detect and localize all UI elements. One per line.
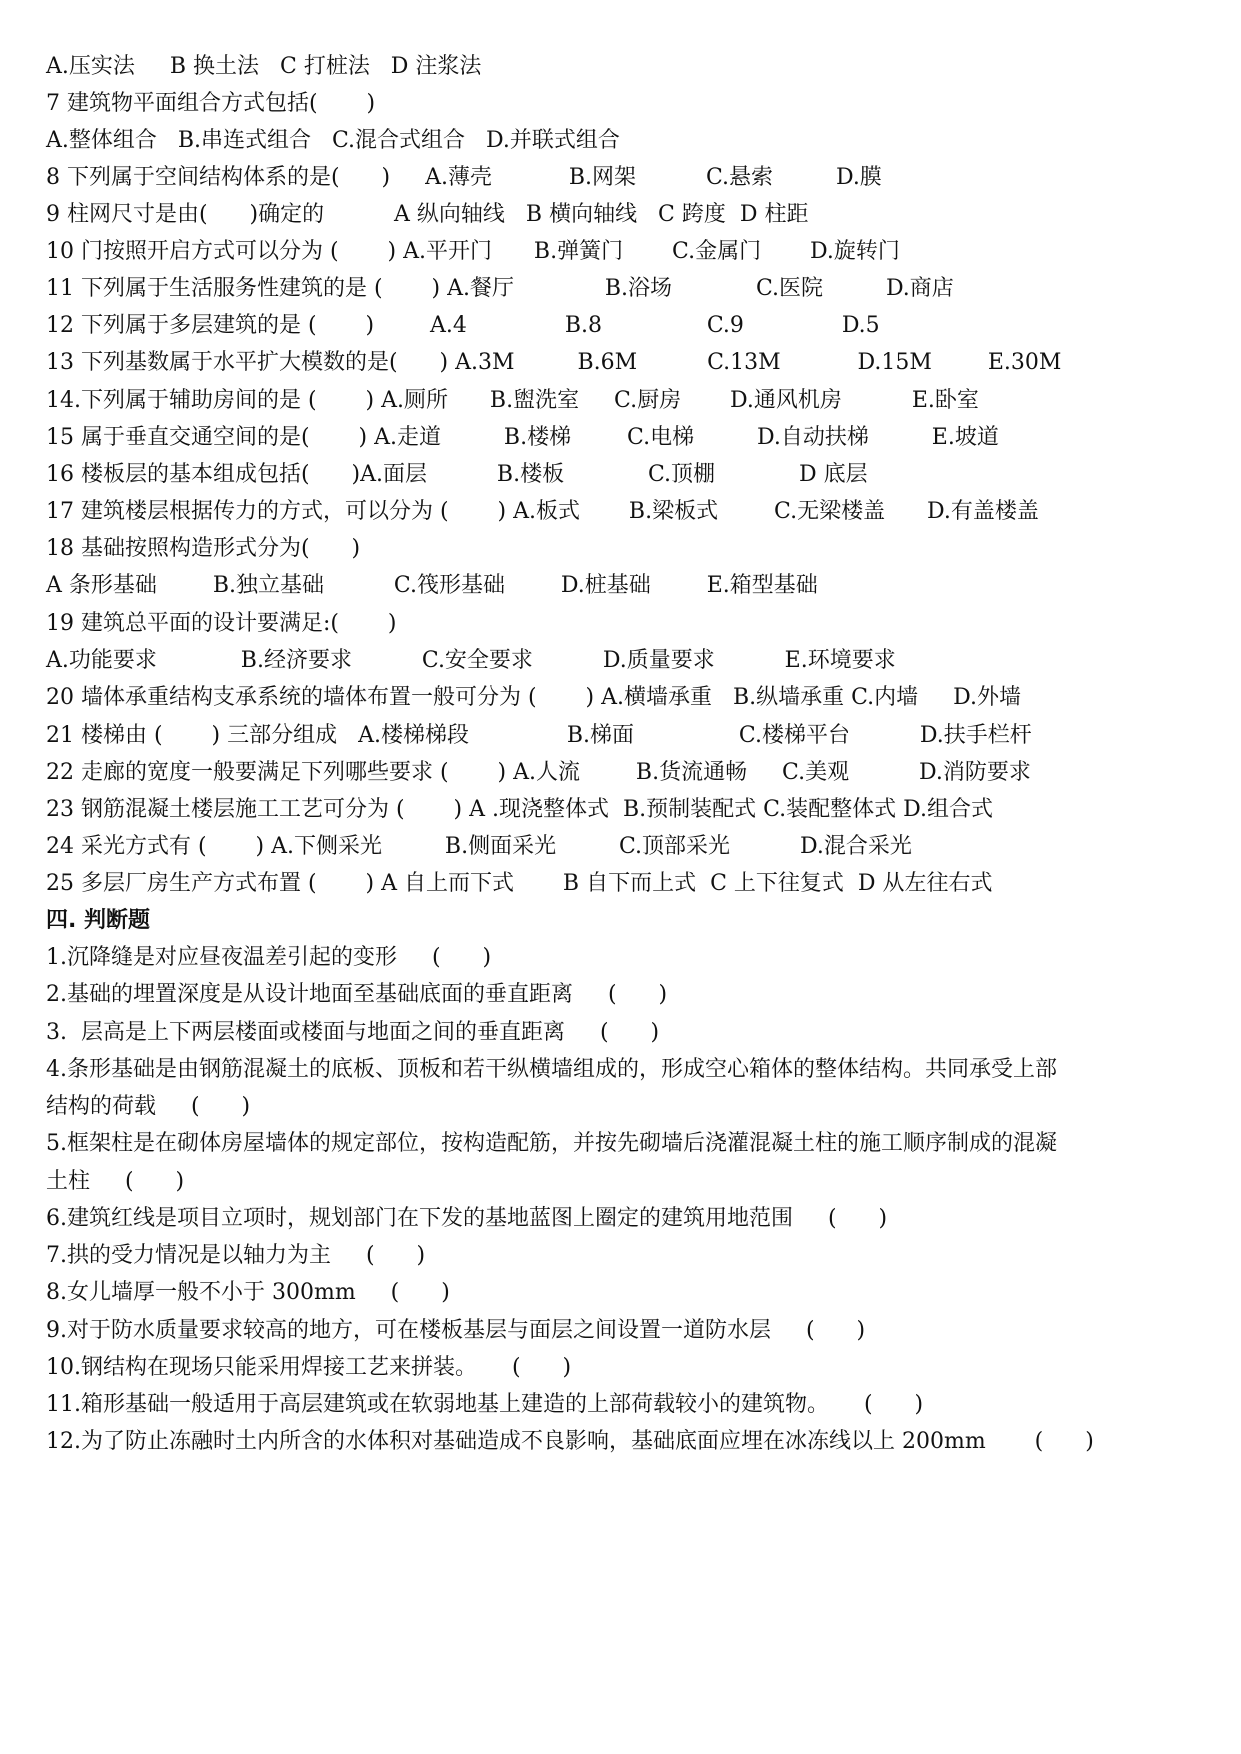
- choice-line: 25 多层厂房生产方式布置 ( ) A 自上而下式 B 自下而上式 C 上下往复式 D 从左往右式: [46, 871, 993, 896]
- choice-line: 20 墙体承重结构支承系统的墙体布置一般可分为 ( ) A.横墙承重 B.纵墙承重 C.内墙 D.外墙: [46, 685, 1021, 710]
- judge-line: 10.钢结构在现场只能采用焊接工艺来拼装。 ( ): [46, 1355, 572, 1380]
- choice-line: 23 钢筋混凝土楼层施工工艺可分为 ( ) A .现浇整体式 B.预制装配式 C.装配整体式 D.组合式: [46, 797, 993, 822]
- choice-line: 24 采光方式有 ( ) A.下侧采光 B.侧面采光 C.顶部采光 D.混合采光: [46, 834, 912, 859]
- judge-line: 7.拱的受力情况是以轴力为主 ( ): [46, 1243, 426, 1268]
- judge-line: 1.沉降缝是对应昼夜温差引起的变形 ( ): [46, 945, 492, 970]
- judge-line: 8.女儿墙厚一般不小于 300mm ( ): [46, 1280, 450, 1305]
- choice-line: 12 下列属于多层建筑的是 ( ) A.4 B.8 C.9 D.5: [46, 313, 880, 338]
- choice-line: A 条形基础 B.独立基础 C.筏形基础 D.桩基础 E.箱型基础: [46, 573, 818, 598]
- choice-line: 22 走廊的宽度一般要满足下列哪些要求 ( ) A.人流 B.货流通畅 C.美观 D.消防要求: [46, 760, 1031, 785]
- choice-line: 21 楼梯由 ( ) 三部分组成 A.楼梯梯段 B.梯面 C.楼梯平台 D.扶手栏杆: [46, 723, 1032, 748]
- choice-line: A.整体组合 B.串连式组合 C.混合式组合 D.并联式组合: [46, 128, 620, 153]
- judge-line: 11.箱形基础一般适用于高层建筑或在软弱地基上建造的上部荷载较小的建筑物。 ( ): [46, 1392, 924, 1417]
- judge-line: 3. 层高是上下两层楼面或楼面与地面之间的垂直距离 ( ): [46, 1020, 660, 1045]
- choice-line: 7 建筑物平面组合方式包括( ): [46, 91, 376, 116]
- choice-line: A.功能要求 B.经济要求 C.安全要求 D.质量要求 E.环境要求: [46, 648, 896, 673]
- choice-line: 18 基础按照构造形式分为( ): [46, 536, 361, 561]
- judge-line: 2.基础的埋置深度是从设计地面至基础底面的垂直距离 ( ): [46, 982, 668, 1007]
- choice-line: 16 楼板层的基本组成包括( )A.面层 B.楼板 C.顶棚 D 底层: [46, 462, 868, 487]
- judge-line: 结构的荷载 ( ): [46, 1094, 251, 1119]
- judge-line: 5.框架柱是在砌体房屋墙体的规定部位，按构造配筋，并按先砌墙后浇灌混凝土柱的施工顺序制成的混凝: [46, 1131, 1057, 1156]
- choice-line: 17 建筑楼层根据传力的方式，可以分为 ( ) A.板式 B.梁板式 C.无梁楼盖 D.有盖楼盖: [46, 499, 1039, 524]
- choice-line: A.压实法 B 换土法 C 打桩法 D 注浆法: [46, 54, 482, 79]
- judge-line: 12.为了防止冻融时土内所含的水体积对基础造成不良影响，基础底面应埋在冰冻线以上 200mm ( ): [46, 1429, 1094, 1454]
- choice-line: 8 下列属于空间结构体系的是( ) A.薄壳 B.网架 C.悬索 D.膜: [46, 165, 882, 190]
- choice-line: 10 门按照开启方式可以分为 ( ) A.平开门 B.弹簧门 C.金属门 D.旋转门: [46, 239, 900, 264]
- choice-line: 11 下列属于生活服务性建筑的是 ( ) A.餐厅 B.浴场 C.医院 D.商店: [46, 276, 954, 301]
- choice-line: 13 下列基数属于水平扩大模数的是( ) A.3M B.6M C.13M D.15M E.30M: [46, 350, 1062, 375]
- choice-line: 9 柱网尺寸是由( )确定的 A 纵向轴线 B 横向轴线 C 跨度 D 柱距: [46, 202, 809, 227]
- choice-line: 19 建筑总平面的设计要满足:( ): [46, 611, 397, 636]
- judge-line: 6.建筑红线是项目立项时，规划部门在下发的基地蓝图上圈定的建筑用地范围 ( ): [46, 1206, 888, 1231]
- section-heading: 四. 判断题: [46, 908, 151, 933]
- judge-line: 9.对于防水质量要求较高的地方，可在楼板基层与面层之间设置一道防水层 ( ): [46, 1318, 866, 1343]
- choice-line: 14.下列属于辅助房间的是 ( ) A.厕所 B.盥洗室 C.厨房 D.通风机房 E.卧室: [46, 388, 979, 413]
- choice-line: 15 属于垂直交通空间的是( ) A.走道 B.楼梯 C.电梯 D.自动扶梯 E.坡道: [46, 425, 999, 450]
- judge-line: 土柱 ( ): [46, 1169, 185, 1194]
- judge-line: 4.条形基础是由钢筋混凝土的底板、顶板和若干纵横墙组成的，形成空心箱体的整体结构。共同承受上部: [46, 1057, 1057, 1082]
